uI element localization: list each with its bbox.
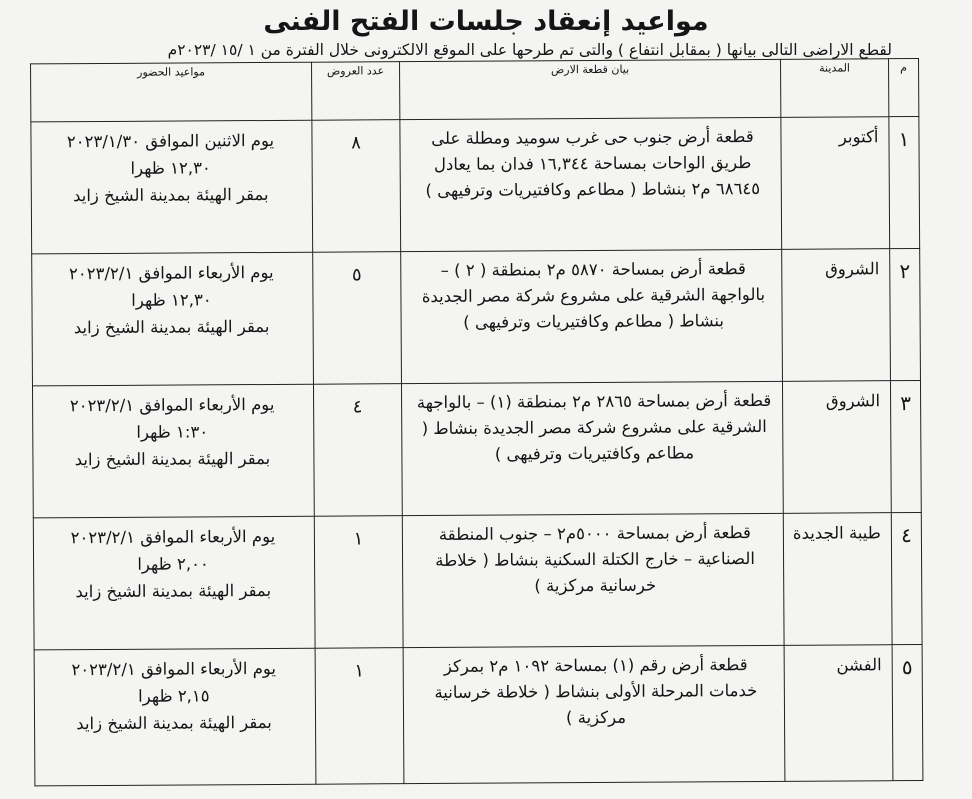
row-city: أكتوبر xyxy=(781,117,890,250)
time-day: يوم الأربعاء الموافق ٢٠٢٣/٢/١ xyxy=(70,526,276,548)
row-num: ٣ xyxy=(890,380,921,512)
document-title: مواعيد إنعقاد جلسات الفتح الفنى xyxy=(263,6,709,37)
time-day: يوم الاثنين الموافق ٢٠٢٣/١/٣٠ xyxy=(66,130,275,152)
row-desc: قطعة أرض بمساحة ٢٨٦٥ م٢ بمنطقة (١) – بالواجهة الشرقية على مشروع شركة مصر الجديدة بنشاط ( مطاعم وكافتيريات وترفيهى ) xyxy=(401,381,783,515)
row-time xyxy=(31,120,313,254)
row-time xyxy=(32,252,314,386)
row-time xyxy=(34,648,316,786)
table-row xyxy=(34,644,923,785)
time-hour: ١:٣٠ ظهرا xyxy=(136,422,209,442)
row-time xyxy=(33,516,315,650)
header-city: المدينة xyxy=(781,59,889,118)
time-place: بمقر الهيئة بمدينة الشيخ زايد xyxy=(76,712,272,734)
header-desc: بيان قطعة الارض xyxy=(400,59,781,119)
table-row xyxy=(31,117,920,254)
sessions-table xyxy=(30,58,923,786)
row-time xyxy=(32,384,314,518)
table-row xyxy=(32,248,921,385)
time-hour: ٢,١٥ ظهرا xyxy=(138,686,210,706)
row-desc: قطعة أرض جنوب حى غرب سوميد ومطلة على طريق الواحات بمساحة ١٦,٣٤٤ فدان بما يعادل ٦٨٦٤٥ م٢ بنشاط ( مطاعم وكافتيريات وترفيهى ) xyxy=(400,117,782,251)
document-subtitle: لقطع الاراضى التالى بيانها ( بمقابل انتفاع ) والتى تم طرحها على الموقع الالكترونى خلال الفترة من ١ /١٥ /٢٠٢٣م xyxy=(167,41,892,59)
time-place: بمقر الهيئة بمدينة الشيخ زايد xyxy=(75,580,272,602)
row-city: الشروق xyxy=(782,249,891,382)
time-hour: ٢,٠٠ ظهرا xyxy=(137,554,209,574)
row-count: ١ xyxy=(314,516,403,649)
time-hour: ١٢,٣٠ ظهرا xyxy=(131,290,212,310)
row-num: ٥ xyxy=(892,644,923,780)
header-time: مواعيد الحضور xyxy=(31,62,312,122)
time-place: بمقر الهيئة بمدينة الشيخ زايد xyxy=(73,316,270,338)
time-day: يوم الأربعاء الموافق ٢٠٢٣/٢/١ xyxy=(69,394,275,416)
row-count: ٤ xyxy=(313,384,402,517)
table-row xyxy=(32,380,921,517)
row-city: الفشن xyxy=(784,645,893,782)
row-count: ٥ xyxy=(313,252,402,385)
row-desc: قطعة أرض بمساحة ٥٨٧٠ م٢ بمنطقة ( ٢ ) – بالواجهة الشرقية على مشروع شركة مصر الجديدة بنشاط ( مطاعم وكافتيريات وترفيهى ) xyxy=(401,249,783,383)
row-city: الشروق xyxy=(782,381,891,514)
row-city: طيبة الجديدة xyxy=(783,513,892,646)
time-day: يوم الأربعاء الموافق ٢٠٢٣/٢/١ xyxy=(68,262,274,284)
row-num: ١ xyxy=(889,117,920,249)
time-hour: ١٢,٣٠ ظهرا xyxy=(130,158,211,178)
time-place: بمقر الهيئة بمدينة الشيخ زايد xyxy=(74,448,271,470)
row-count: ٨ xyxy=(312,120,401,253)
row-num: ٢ xyxy=(890,248,921,380)
table-row xyxy=(33,512,922,649)
row-num: ٤ xyxy=(891,512,922,644)
header-num: م xyxy=(889,59,919,117)
header-count: عدد العروض xyxy=(312,62,400,121)
time-day: يوم الأربعاء الموافق ٢٠٢٣/٢/١ xyxy=(71,658,277,680)
row-count: ١ xyxy=(315,648,404,785)
time-place: بمقر الهيئة بمدينة الشيخ زايد xyxy=(72,184,269,206)
row-desc: قطعة أرض بمساحة ٥٠٠٠م٢ – جنوب المنطقة الصناعية – خارج الكتلة السكنية بنشاط ( خلاطة خرسانية مركزية ) xyxy=(402,513,784,647)
table-header-row xyxy=(31,59,919,122)
row-desc: قطعة أرض رقم (١) بمساحة ١٠٩٢ م٢ بمركز خدمات المرحلة الأولى بنشاط ( خلاطة خرسانية مركزية ) xyxy=(403,645,785,783)
